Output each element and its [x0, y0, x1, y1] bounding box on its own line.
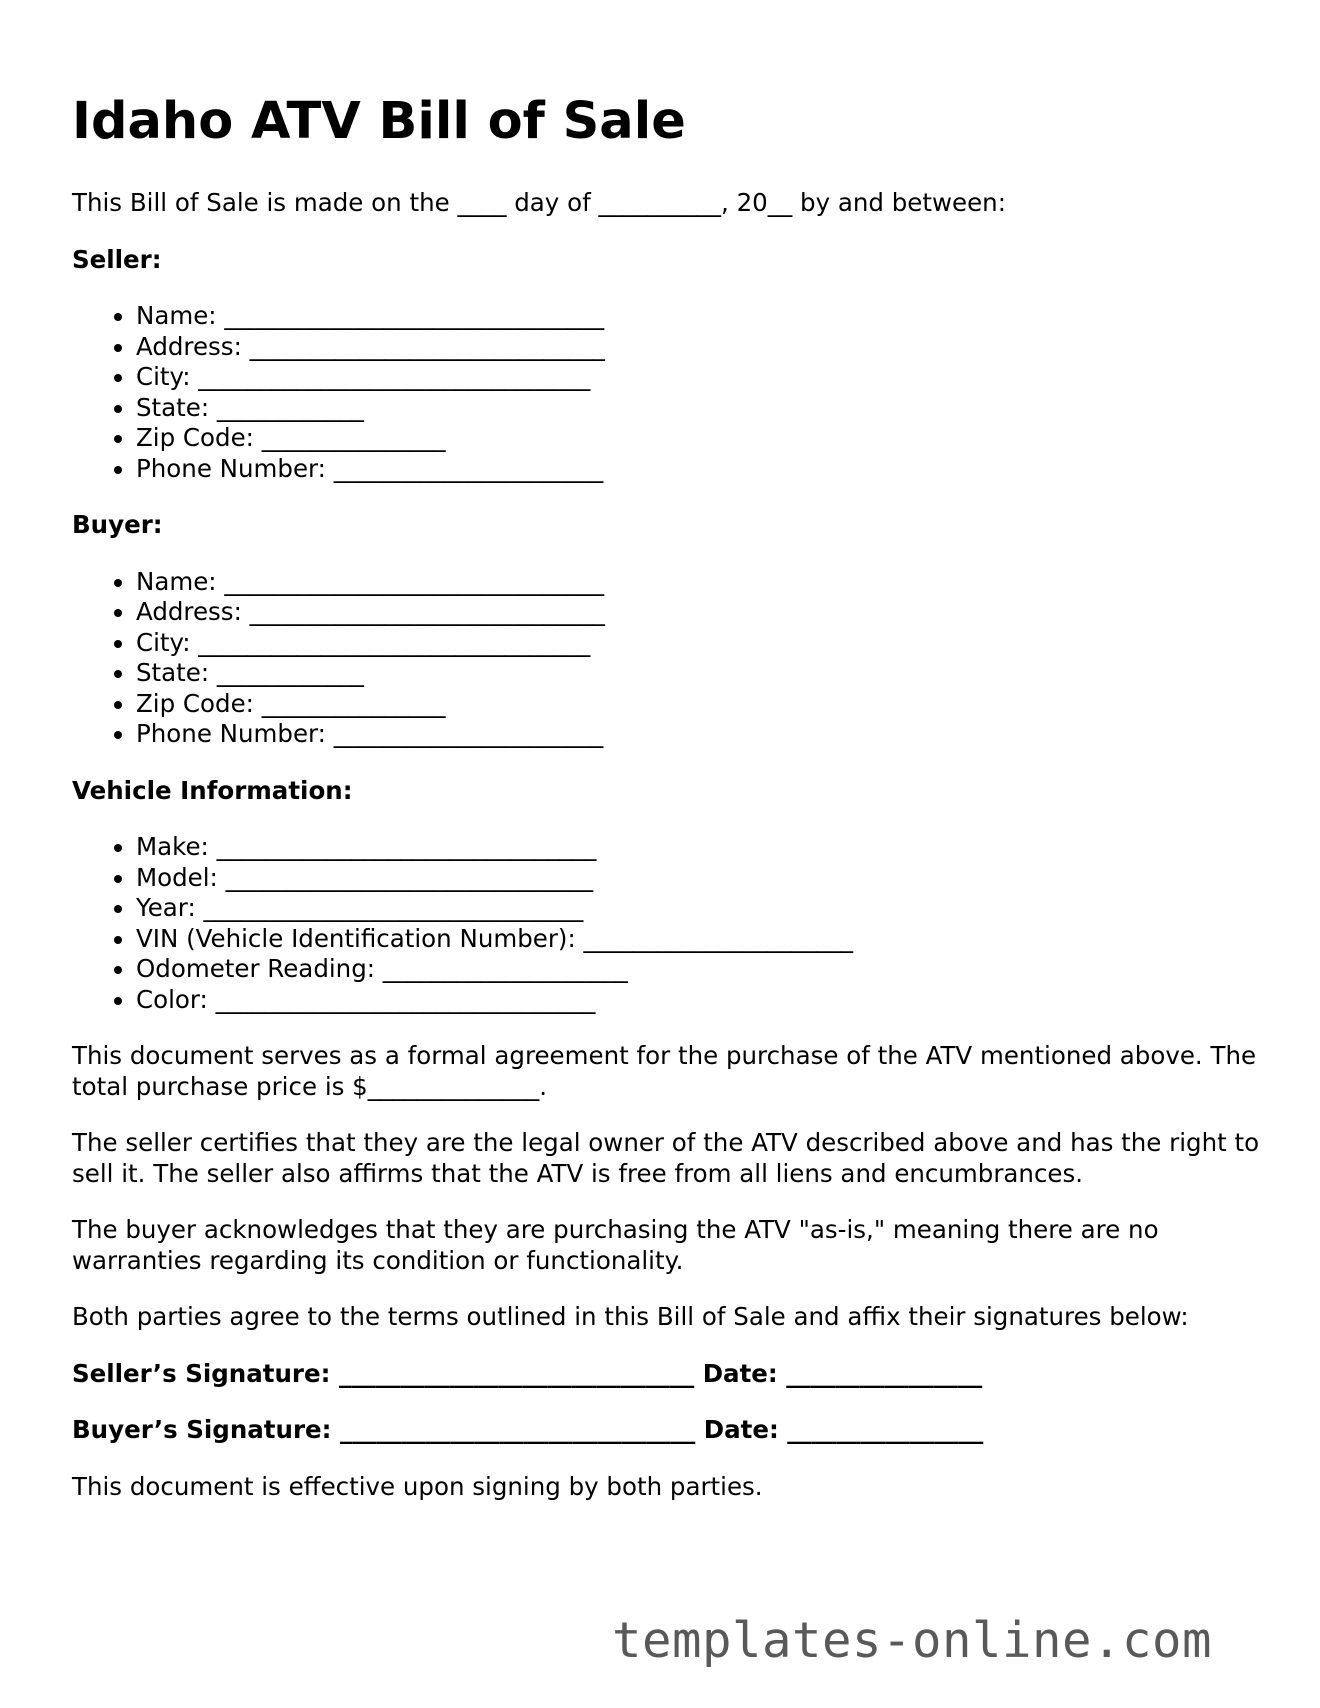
seller-certification-paragraph: The seller certifies that they are the legal owner of the ATV described above and has the right to sell it. The seller also affirms that the ATV is free from all liens and encumbrances. [72, 1128, 1267, 1188]
watermark-text: templates-online.com [612, 1612, 1213, 1669]
document-body [72, 188, 1272, 1528]
vehicle-model-field: • Model: ______________________________ [136, 863, 1272, 894]
buyer-city-field: • City: ________________________________ [136, 628, 1272, 659]
seller-fields [72, 301, 1272, 484]
vehicle-odometer-field: • Odometer Reading: ____________________ [136, 954, 1272, 985]
seller-address-field: • Address: _____________________________ [136, 332, 1272, 363]
seller-state-field: • State: ____________ [136, 393, 1272, 424]
buyer-address-field: • Address: _____________________________ [136, 597, 1272, 628]
vehicle-make-field: • Make: _______________________________ [136, 832, 1272, 863]
purchase-price-paragraph: This document serves as a formal agreement for the purchase of the ATV mentioned above. The total purchase price is $______________. [72, 1041, 1264, 1101]
vehicle-heading: Vehicle Information: [72, 775, 353, 805]
buyer-zip-field: • Zip Code: _______________ [136, 689, 1272, 720]
seller-name-field: • Name: _______________________________ [136, 301, 1272, 332]
seller-heading: Seller: [72, 244, 162, 274]
agreement-paragraph: Both parties agree to the terms outlined in this Bill of Sale and affix their signatures below: [72, 1302, 1189, 1331]
buyer-name-field: • Name: _______________________________ [136, 567, 1272, 598]
vehicle-fields [72, 832, 1272, 1015]
buyer-fields [72, 567, 1272, 750]
buyer-phone-field: • Phone Number: ______________________ [136, 719, 1272, 750]
vehicle-color-field: • Color: _______________________________ [136, 985, 1272, 1016]
intro-paragraph: This Bill of Sale is made on the ____ day of __________, 20__ by and between: [72, 188, 1006, 217]
buyer-heading: Buyer: [72, 510, 163, 539]
vehicle-vin-field: • VIN (Vehicle Identification Number): ______________________ [136, 924, 1272, 955]
buyer-signature-line: Buyer’s Signature: _____________________________ Date: ________________ [72, 1415, 984, 1444]
seller-phone-field: • Phone Number: ______________________ [136, 454, 1272, 485]
document-title: Idaho ATV Bill of Sale [72, 92, 686, 151]
seller-signature-line: Seller’s Signature: _____________________________ Date: ________________ [72, 1358, 983, 1388]
seller-city-field: • City: ________________________________ [136, 362, 1272, 393]
closing-paragraph: This document is effective upon signing by both parties. [72, 1471, 763, 1501]
seller-zip-field: • Zip Code: _______________ [136, 423, 1272, 454]
vehicle-year-field: • Year: _______________________________ [136, 893, 1272, 924]
buyer-state-field: • State: ____________ [136, 658, 1272, 689]
as-is-paragraph: The buyer acknowledges that they are purchasing the ATV "as-is," meaning there are no warranties regarding its condition or functionality. [72, 1215, 1167, 1275]
